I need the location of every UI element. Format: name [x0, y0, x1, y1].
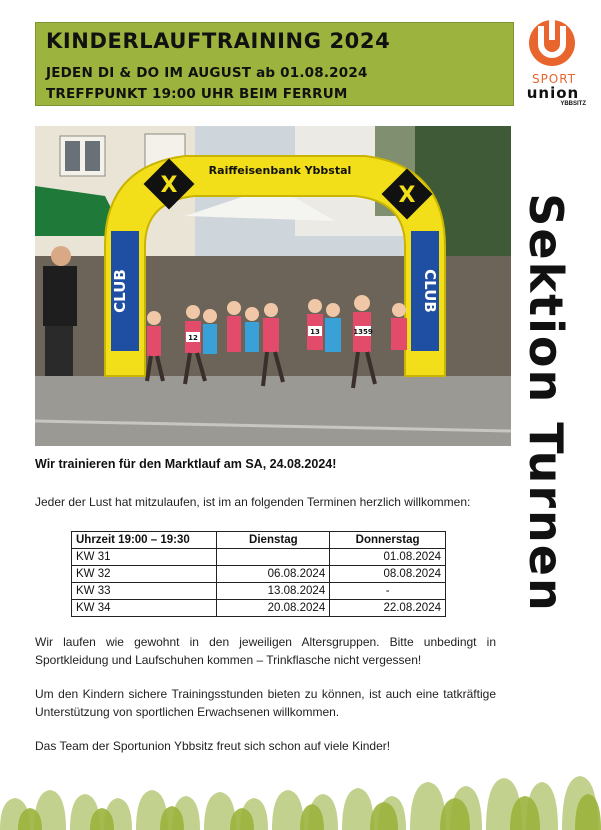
section-vertical-title — [518, 130, 574, 675]
table-cell: 01.08.2024 — [330, 549, 446, 566]
bib-number: 13 — [310, 328, 320, 336]
closing-paragraph: Das Team der Sportunion Ybbsitz freut sich schon auf viele Kinder! — [35, 739, 391, 753]
table-row — [72, 549, 446, 566]
race-photo — [35, 126, 511, 446]
table-cell: KW 34 — [72, 600, 217, 617]
logo-sport-text: SPORT — [531, 72, 577, 86]
table-cell — [217, 549, 330, 566]
table-row — [72, 600, 446, 617]
arch-club-left-text: CLUB — [111, 269, 129, 313]
table-cell: 13.08.2024 — [217, 583, 330, 600]
arch-x-left: X — [160, 173, 178, 198]
table-cell: 08.08.2024 — [330, 566, 446, 583]
table-cell: KW 33 — [72, 583, 217, 600]
headline: Wir trainieren für den Marktlauf am SA, 24.08.2024! — [35, 457, 337, 471]
groups-paragraph: Wir laufen wie gewohnt in den jeweiligen Altersgruppen. Bitte unbedingt in Sportkleidung und Laufschuhen kommen – Trinkflasche nicht vergessen! — [35, 635, 496, 667]
training-schedule-table — [71, 531, 446, 617]
table-header-row — [72, 532, 446, 549]
table-header-cell: Uhrzeit 19:00 – 19:30 — [72, 532, 217, 549]
table-cell: KW 32 — [72, 566, 217, 583]
arch-banner-text: Raiffeisenbank Ybbstal — [208, 164, 352, 177]
sportunion-logo — [516, 20, 590, 108]
table-cell: 06.08.2024 — [217, 566, 330, 583]
adults-paragraph: Um den Kindern sichere Trainingsstunden bieten zu können, ist auch eine tatkräftige Unterstützung von sportlichen Erwachsenen willkommen. — [35, 687, 496, 719]
header-schedule-line: JEDEN DI & DO IM AUGUST ab 01.08.2024 — [46, 65, 368, 81]
logo-union-text: union — [526, 84, 580, 102]
footer-grass-decoration — [0, 770, 601, 830]
bib-number: 12 — [188, 334, 198, 342]
table-cell: 20.08.2024 — [217, 600, 330, 617]
table-header-cell: Donnerstag — [330, 532, 446, 549]
bib-number: 1359 — [353, 328, 373, 336]
intro-paragraph: Jeder der Lust hat mitzulaufen, ist im an folgenden Terminen herzlich willkommen: — [35, 495, 471, 509]
table-cell: - — [330, 583, 446, 600]
table-cell: 22.08.2024 — [330, 600, 446, 617]
logo-location-text: YBBSITZ — [560, 101, 586, 107]
table-cell: KW 31 — [72, 549, 217, 566]
table-row — [72, 583, 446, 600]
arch-club-right-text: CLUB — [421, 269, 439, 313]
union-emblem-icon — [529, 20, 575, 66]
table-header-cell: Dienstag — [217, 532, 330, 549]
header-banner — [35, 22, 514, 106]
table-row — [72, 566, 446, 583]
section-title-text: Sektion Turnen — [519, 192, 573, 613]
header-meeting-line: TREFFPUNKT 19:00 UHR BEIM FERRUM — [46, 86, 348, 102]
arch-x-right: X — [398, 183, 416, 208]
header-title: KINDERLAUFTRAINING 2024 — [46, 29, 391, 53]
